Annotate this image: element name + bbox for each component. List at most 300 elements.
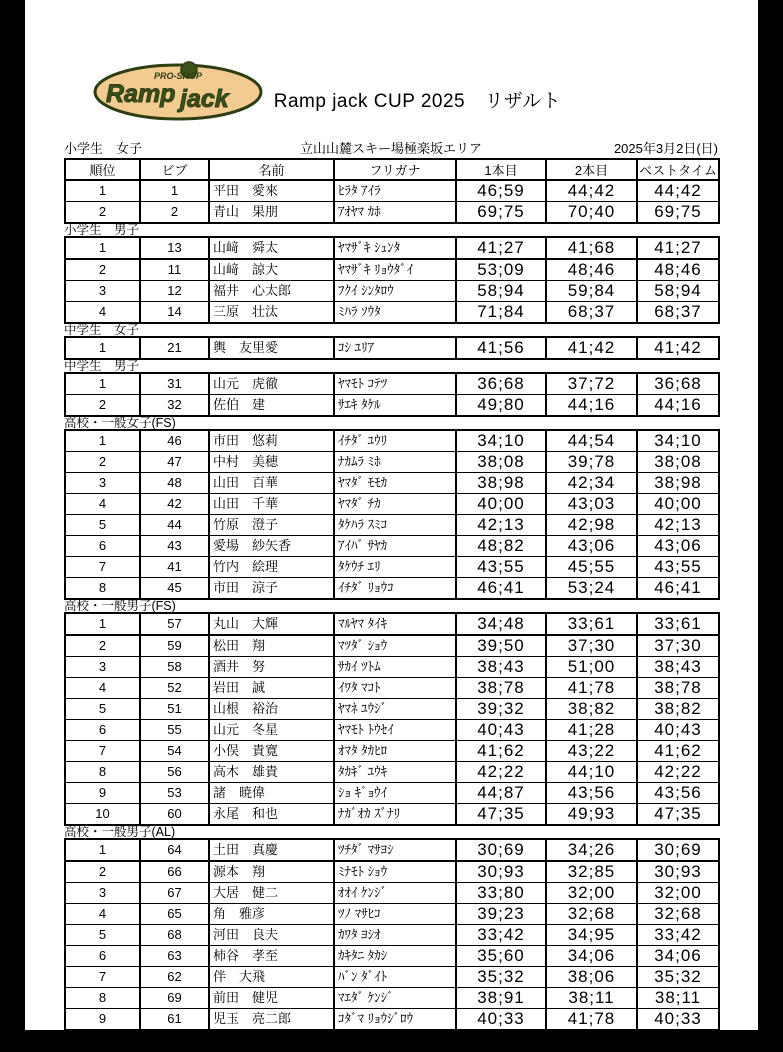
cell-besttime: 41;27 xyxy=(637,237,719,259)
cell-bib: 57 xyxy=(140,613,209,635)
cell-rank: 5 xyxy=(65,699,140,720)
cell-furigana: ｲﾜﾀ ﾏｺﾄ xyxy=(334,678,456,699)
cell-run1: 41;27 xyxy=(456,237,546,259)
cell-run1: 36;68 xyxy=(456,373,546,395)
cell-rank: 4 xyxy=(65,678,140,699)
cell-furigana: ｼｮ ｷﾞｮｳｲ xyxy=(334,783,456,804)
cell-furigana: ｶｷﾀﾆ ﾀｶｼ xyxy=(334,946,456,967)
cell-besttime: 42;13 xyxy=(637,515,719,536)
column-header: フリガナ xyxy=(334,159,456,180)
cell-besttime: 38;98 xyxy=(637,473,719,494)
cell-run2: 44;16 xyxy=(546,395,637,417)
cell-bib: 60 xyxy=(140,804,209,826)
cell-rank: 3 xyxy=(65,657,140,678)
cell-furigana: ｺﾀﾞﾏ ﾘｮｳｼﾞﾛｳ xyxy=(334,1009,456,1030)
table-row xyxy=(65,783,719,804)
column-header: ベストタイム xyxy=(637,159,719,180)
cell-besttime: 43;06 xyxy=(637,536,719,557)
cell-besttime: 38;08 xyxy=(637,452,719,473)
cell-bib: 11 xyxy=(140,259,209,281)
cell-run2: 41;78 xyxy=(546,1009,637,1030)
cell-besttime: 42;22 xyxy=(637,762,719,783)
cell-name: 柿谷 孝至 xyxy=(209,946,334,967)
cell-name: 山田 百華 xyxy=(209,473,334,494)
logo-proshop-text: PRO-SHOP xyxy=(154,71,203,81)
cell-rank: 1 xyxy=(65,430,140,452)
cell-name: 山田 千華 xyxy=(209,494,334,515)
cell-rank: 7 xyxy=(65,967,140,988)
cell-run2: 33;61 xyxy=(546,613,637,635)
cell-furigana: ﾏｴﾀﾞ ｹﾝｼﾞ xyxy=(334,988,456,1009)
page-title: Ramp jack CUP 2025 リザルト xyxy=(273,91,562,112)
column-header: 名前 xyxy=(209,159,334,180)
table-row xyxy=(65,180,719,202)
cell-furigana: ﾔﾏﾀﾞ ﾁｶ xyxy=(334,494,456,515)
table-row xyxy=(65,557,719,578)
cell-rank: 1 xyxy=(65,337,140,359)
cell-furigana: ｵﾏﾀ ﾀｶﾋﾛ xyxy=(334,741,456,762)
cell-bib: 21 xyxy=(140,337,209,359)
cell-run2: 42;34 xyxy=(546,473,637,494)
cell-rank: 2 xyxy=(65,259,140,281)
table-row xyxy=(65,281,719,302)
cell-furigana: ﾔﾏｻﾞｷ ﾘｮｳﾀﾞｲ xyxy=(334,259,456,281)
cell-name: 市田 涼子 xyxy=(209,578,334,600)
cell-rank: 6 xyxy=(65,536,140,557)
cell-run1: 44;87 xyxy=(456,783,546,804)
cell-rank: 8 xyxy=(65,578,140,600)
cell-name: 竹内 絵理 xyxy=(209,557,334,578)
cell-furigana: ﾔﾏﾓﾄ ｺﾃﾂ xyxy=(334,373,456,395)
cell-besttime: 34;06 xyxy=(637,946,719,967)
cell-name: 諸 暁偉 xyxy=(209,783,334,804)
cell-run1: 30;93 xyxy=(456,861,546,883)
cell-run2: 37;30 xyxy=(546,635,637,657)
cell-name: 河田 良夫 xyxy=(209,925,334,946)
cell-bib: 63 xyxy=(140,946,209,967)
table-row xyxy=(65,536,719,557)
cell-furigana: ﾀｹﾊﾗ ｽﾐｺ xyxy=(334,515,456,536)
cell-run1: 35;32 xyxy=(456,967,546,988)
cell-run1: 38;78 xyxy=(456,678,546,699)
cell-besttime: 40;33 xyxy=(637,1009,719,1030)
cell-besttime: 30;69 xyxy=(637,839,719,861)
cell-run2: 39;78 xyxy=(546,452,637,473)
cell-run1: 43;55 xyxy=(456,557,546,578)
cell-run2: 49;93 xyxy=(546,804,637,826)
cell-run1: 46;59 xyxy=(456,180,546,202)
cell-rank: 4 xyxy=(65,494,140,515)
cell-bib: 56 xyxy=(140,762,209,783)
cell-besttime: 38;82 xyxy=(637,699,719,720)
cell-bib: 67 xyxy=(140,883,209,904)
cell-bib: 59 xyxy=(140,635,209,657)
table-row xyxy=(65,804,719,826)
cell-name: 輿 友里愛 xyxy=(209,337,334,359)
table-row xyxy=(65,237,719,259)
cell-name: 伴 大飛 xyxy=(209,967,334,988)
cell-furigana: ﾏﾙﾔﾏ ﾀｲｷ xyxy=(334,613,456,635)
table-row xyxy=(65,452,719,473)
cell-run1: 39;50 xyxy=(456,635,546,657)
cell-bib: 68 xyxy=(140,925,209,946)
cell-bib: 32 xyxy=(140,395,209,417)
cell-name: 山根 裕治 xyxy=(209,699,334,720)
cell-besttime: 44;16 xyxy=(637,395,719,417)
cell-name: 児玉 亮二郎 xyxy=(209,1009,334,1030)
cell-rank: 5 xyxy=(65,515,140,536)
cell-bib: 70 xyxy=(140,1030,209,1052)
cell-besttime: 33;61 xyxy=(637,613,719,635)
table-row xyxy=(65,988,719,1009)
cell-furigana: ﾔﾏｻﾞｷ ｼｭﾝﾀ xyxy=(334,237,456,259)
cell-furigana: ﾐﾅﾓﾄ ｼｮｳ xyxy=(334,861,456,883)
cell-besttime: 38;43 xyxy=(637,657,719,678)
cell-run2: 41;42 xyxy=(546,337,637,359)
cell-furigana: ﾔﾏﾈ ﾕｳｼﾞ xyxy=(334,699,456,720)
cell-run2: 68;37 xyxy=(546,302,637,324)
cell-run2: 44;42 xyxy=(546,180,637,202)
cell-run2: DNS xyxy=(546,1030,637,1052)
page-header xyxy=(25,0,758,138)
results-table-5 xyxy=(64,612,720,826)
cell-run1: 41;56 xyxy=(456,337,546,359)
cell-bib: 48 xyxy=(140,473,209,494)
cell-bib: 43 xyxy=(140,536,209,557)
cell-run2: 32;85 xyxy=(546,861,637,883)
cell-run1: 42;13 xyxy=(456,515,546,536)
cell-name: 大蔵 義昌 xyxy=(209,1030,334,1052)
cell-besttime: 41;42 xyxy=(637,337,719,359)
cell-bib: 44 xyxy=(140,515,209,536)
results-page xyxy=(25,0,758,1049)
cell-name: 丸山 大輝 xyxy=(209,613,334,635)
cell-rank: 6 xyxy=(65,946,140,967)
cell-run1: 34;48 xyxy=(456,613,546,635)
cell-bib: 31 xyxy=(140,373,209,395)
cell-besttime: 34;10 xyxy=(637,430,719,452)
cell-name: 山﨑 諒大 xyxy=(209,259,334,281)
logo-brand-ramp: Ramp xyxy=(106,80,176,108)
cell-bib: 62 xyxy=(140,967,209,988)
cell-bib: 13 xyxy=(140,237,209,259)
cell-name: 福井 心太郎 xyxy=(209,281,334,302)
section-label: 高校・一般女子(FS) xyxy=(64,416,176,430)
cell-besttime: 40;00 xyxy=(637,494,719,515)
results-table-6 xyxy=(64,838,720,1052)
section-label: 小学生 男子 xyxy=(64,223,140,237)
cell-name: 平田 愛來 xyxy=(209,180,334,202)
table-row xyxy=(65,678,719,699)
cell-bib: 65 xyxy=(140,904,209,925)
cell-besttime: 38;11 xyxy=(637,988,719,1009)
table-row xyxy=(65,302,719,324)
cell-besttime: 46;41 xyxy=(637,578,719,600)
cell-run2: 32;68 xyxy=(546,904,637,925)
cell-besttime: 33;42 xyxy=(637,925,719,946)
cell-bib: 45 xyxy=(140,578,209,600)
cell-bib: 51 xyxy=(140,699,209,720)
cell-run1: 39;32 xyxy=(456,699,546,720)
cell-rank: 2 xyxy=(65,452,140,473)
cell-rank: 5 xyxy=(65,925,140,946)
cell-run2: 70;40 xyxy=(546,202,637,224)
cell-bib: 14 xyxy=(140,302,209,324)
cell-name: 山元 虎徹 xyxy=(209,373,334,395)
cell-besttime: 38;78 xyxy=(637,678,719,699)
date-label: 2025年3月2日(日) xyxy=(613,141,718,156)
cell-furigana: ﾀｶｷﾞ ﾕｳｷ xyxy=(334,762,456,783)
cell-run2: 44;54 xyxy=(546,430,637,452)
cell-rank: 2 xyxy=(65,395,140,417)
logo-brand-jack: jack xyxy=(180,85,229,113)
cell-furigana: ｶﾜﾀ ﾖｼｵ xyxy=(334,925,456,946)
table-row xyxy=(65,202,719,224)
cell-furigana: ｻｴｷ ﾀｹﾙ xyxy=(334,395,456,417)
section-label: 高校・一般男子(FS) xyxy=(64,599,176,613)
cell-besttime: 47;35 xyxy=(637,804,719,826)
cell-furigana: ｵｵｸﾗ ﾖｼﾏｻ xyxy=(334,1030,456,1052)
cell-run2: 34;26 xyxy=(546,839,637,861)
results-content xyxy=(64,138,718,1052)
results-table-2 xyxy=(64,336,720,360)
cell-furigana: ｻｶｲ ﾂﾄﾑ xyxy=(334,657,456,678)
cell-name: 竹原 澄子 xyxy=(209,515,334,536)
table-row xyxy=(65,515,719,536)
cell-name: 三原 壮汰 xyxy=(209,302,334,324)
cell-bib: 64 xyxy=(140,839,209,861)
cell-run1: 69;75 xyxy=(456,202,546,224)
cell-run2: 34;06 xyxy=(546,946,637,967)
cell-run2: 43;56 xyxy=(546,783,637,804)
column-header: 2本目 xyxy=(546,159,637,180)
table-row xyxy=(65,395,719,417)
cell-run1: 49;80 xyxy=(456,395,546,417)
cell-run2: 51;00 xyxy=(546,657,637,678)
cell-name: 岩田 誠 xyxy=(209,678,334,699)
cell-run2: 41;68 xyxy=(546,237,637,259)
cell-furigana: ｱｲﾊﾞ ｻﾔｶ xyxy=(334,536,456,557)
cell-name: 大居 健二 xyxy=(209,883,334,904)
table-row xyxy=(65,883,719,904)
cell-run2: 41;78 xyxy=(546,678,637,699)
cell-name: 中村 美穂 xyxy=(209,452,334,473)
cell-rank: 8 xyxy=(65,988,140,1009)
cell-name: 源本 翔 xyxy=(209,861,334,883)
cell-run2: 38;11 xyxy=(546,988,637,1009)
cell-besttime: 32;00 xyxy=(637,883,719,904)
cell-rank: 2 xyxy=(65,635,140,657)
cell-run1: 47;35 xyxy=(456,804,546,826)
cell-bib: 55 xyxy=(140,720,209,741)
cell-rank: 4 xyxy=(65,904,140,925)
venue-label: 立山山麓スキー場極楽坂エリア xyxy=(299,141,482,156)
cell-run1: 40;33 xyxy=(456,1009,546,1030)
cell-name: 酒井 努 xyxy=(209,657,334,678)
section-label: 高校・一般男子(AL) xyxy=(64,825,176,839)
cell-run1: 39;23 xyxy=(456,904,546,925)
cell-rank: 8 xyxy=(65,762,140,783)
cell-furigana: ﾂﾁﾀﾞ ﾏｻﾖｼ xyxy=(334,839,456,861)
column-header: 1本目 xyxy=(456,159,546,180)
first-category-label: 小学生 女子 xyxy=(64,141,143,156)
cell-rank: 1 xyxy=(65,373,140,395)
results-table-0 xyxy=(64,158,720,224)
cell-furigana: ﾅｶﾑﾗ ﾐﾎ xyxy=(334,452,456,473)
cell-bib: 2 xyxy=(140,202,209,224)
cell-run2: 53;24 xyxy=(546,578,637,600)
cell-bib: 52 xyxy=(140,678,209,699)
cell-rank: 10 xyxy=(65,804,140,826)
cell-besttime: 40;43 xyxy=(637,720,719,741)
cell-run2: 34;95 xyxy=(546,925,637,946)
cell-run1: 58;94 xyxy=(456,281,546,302)
cell-name: 山元 冬星 xyxy=(209,720,334,741)
column-header: 順位 xyxy=(65,159,140,180)
section-label: 中学生 男子 xyxy=(64,359,140,373)
cell-run2: 42;98 xyxy=(546,515,637,536)
table-row xyxy=(65,337,719,359)
cell-run1: 30;69 xyxy=(456,839,546,861)
cell-besttime: 68;37 xyxy=(637,302,719,324)
results-table-3 xyxy=(64,372,720,417)
cell-bib: 54 xyxy=(140,741,209,762)
cell-run2: 48;46 xyxy=(546,259,637,281)
cell-bib: 42 xyxy=(140,494,209,515)
info-line xyxy=(64,138,718,156)
table-row xyxy=(65,904,719,925)
cell-rank: 1 xyxy=(65,237,140,259)
results-table-4 xyxy=(64,429,720,600)
cell-furigana: ﾀｹｳﾁ ｴﾘ xyxy=(334,557,456,578)
table-row xyxy=(65,1030,719,1052)
cell-run1: 38;98 xyxy=(456,473,546,494)
cell-bib: 1 xyxy=(140,180,209,202)
cell-name: 松田 翔 xyxy=(209,635,334,657)
cell-run2: 38;82 xyxy=(546,699,637,720)
table-row xyxy=(65,473,719,494)
cell-furigana: ﾔﾏﾓﾄ ﾄｳｾｲ xyxy=(334,720,456,741)
cell-furigana: ﾂﾉ ﾏｻﾋｺ xyxy=(334,904,456,925)
table-row xyxy=(65,635,719,657)
cell-run1: 40;00 xyxy=(456,494,546,515)
cell-rank: 7 xyxy=(65,741,140,762)
cell-furigana: ﾋﾗﾀ ｱｲﾗ xyxy=(334,180,456,202)
cell-besttime: 43;55 xyxy=(637,557,719,578)
cell-bib: 41 xyxy=(140,557,209,578)
cell-besttime: — xyxy=(637,1030,719,1052)
cell-name: 佐伯 建 xyxy=(209,395,334,417)
cell-run1: 48;82 xyxy=(456,536,546,557)
cell-run1: 71;84 xyxy=(456,302,546,324)
cell-rank: 2 xyxy=(65,861,140,883)
column-header: ビブ xyxy=(140,159,209,180)
cell-rank: 3 xyxy=(65,281,140,302)
cell-furigana: ﾏﾂﾀﾞ ｼｮｳ xyxy=(334,635,456,657)
cell-run2: 38;06 xyxy=(546,967,637,988)
cell-furigana: ｱｵﾔﾏ ｶﾎ xyxy=(334,202,456,224)
cell-name: 角 雅彦 xyxy=(209,904,334,925)
table-row xyxy=(65,720,719,741)
cell-name: 愛場 紗矢香 xyxy=(209,536,334,557)
table-row xyxy=(65,967,719,988)
cell-run1: 35;60 xyxy=(456,946,546,967)
cell-run2: 43;03 xyxy=(546,494,637,515)
cell-run1: 38;43 xyxy=(456,657,546,678)
cell-rank: 9 xyxy=(65,783,140,804)
cell-besttime: 35;32 xyxy=(637,967,719,988)
cell-besttime: 48;46 xyxy=(637,259,719,281)
table-row xyxy=(65,699,719,720)
cell-bib: 58 xyxy=(140,657,209,678)
cell-name: 永尾 和也 xyxy=(209,804,334,826)
cell-run2: 45;55 xyxy=(546,557,637,578)
cell-run1: 40;43 xyxy=(456,720,546,741)
cell-furigana: ﾔﾏﾀﾞ ﾓﾓｶ xyxy=(334,473,456,494)
table-row xyxy=(65,839,719,861)
cell-run2: 59;84 xyxy=(546,281,637,302)
cell-run1: 53;09 xyxy=(456,259,546,281)
cell-rank: 4 xyxy=(65,302,140,324)
cell-run2: 37;72 xyxy=(546,373,637,395)
table-row xyxy=(65,741,719,762)
table-row xyxy=(65,430,719,452)
cell-bib: 12 xyxy=(140,281,209,302)
cell-besttime: 58;94 xyxy=(637,281,719,302)
cell-name: 土田 真慶 xyxy=(209,839,334,861)
results-table-1 xyxy=(64,236,720,324)
cell-rank: 10 xyxy=(65,1030,140,1052)
cell-furigana: ｲﾁﾀﾞ ﾕｳﾘ xyxy=(334,430,456,452)
cell-furigana: ﾌｸｲ ｼﾝﾀﾛｳ xyxy=(334,281,456,302)
cell-run2: 43;22 xyxy=(546,741,637,762)
cell-furigana: ﾊﾞﾝ ﾀﾞｲﾄ xyxy=(334,967,456,988)
cell-rank: 2 xyxy=(65,202,140,224)
cell-furigana: ﾅｶﾞｵｶ ｽﾞﾅﾘ xyxy=(334,804,456,826)
table-row xyxy=(65,373,719,395)
cell-run2: 32;00 xyxy=(546,883,637,904)
cell-name: 市田 悠莉 xyxy=(209,430,334,452)
cell-bib: 69 xyxy=(140,988,209,1009)
cell-run1: 38;08 xyxy=(456,452,546,473)
header-row xyxy=(65,159,719,180)
cell-furigana: ｺｼ ﾕﾘｱ xyxy=(334,337,456,359)
cell-run1: 41;62 xyxy=(456,741,546,762)
cell-besttime: 44;42 xyxy=(637,180,719,202)
cell-besttime: 69;75 xyxy=(637,202,719,224)
cell-besttime: 36;68 xyxy=(637,373,719,395)
cell-rank: 6 xyxy=(65,720,140,741)
section-label: 中学生 女子 xyxy=(64,323,140,337)
table-row xyxy=(65,578,719,600)
cell-run1: 38;91 xyxy=(456,988,546,1009)
table-row xyxy=(65,613,719,635)
cell-run1: 42;22 xyxy=(456,762,546,783)
cell-bib: 47 xyxy=(140,452,209,473)
table-row xyxy=(65,657,719,678)
table-row xyxy=(65,946,719,967)
cell-besttime: 30;93 xyxy=(637,861,719,883)
cell-bib: 46 xyxy=(140,430,209,452)
cell-besttime: 32;68 xyxy=(637,904,719,925)
cell-run1: 34;10 xyxy=(456,430,546,452)
table-row xyxy=(65,1009,719,1030)
cell-name: 小俣 貴寛 xyxy=(209,741,334,762)
cell-run2: 44;10 xyxy=(546,762,637,783)
table-row xyxy=(65,259,719,281)
cell-besttime: 41;62 xyxy=(637,741,719,762)
table-row xyxy=(65,762,719,783)
